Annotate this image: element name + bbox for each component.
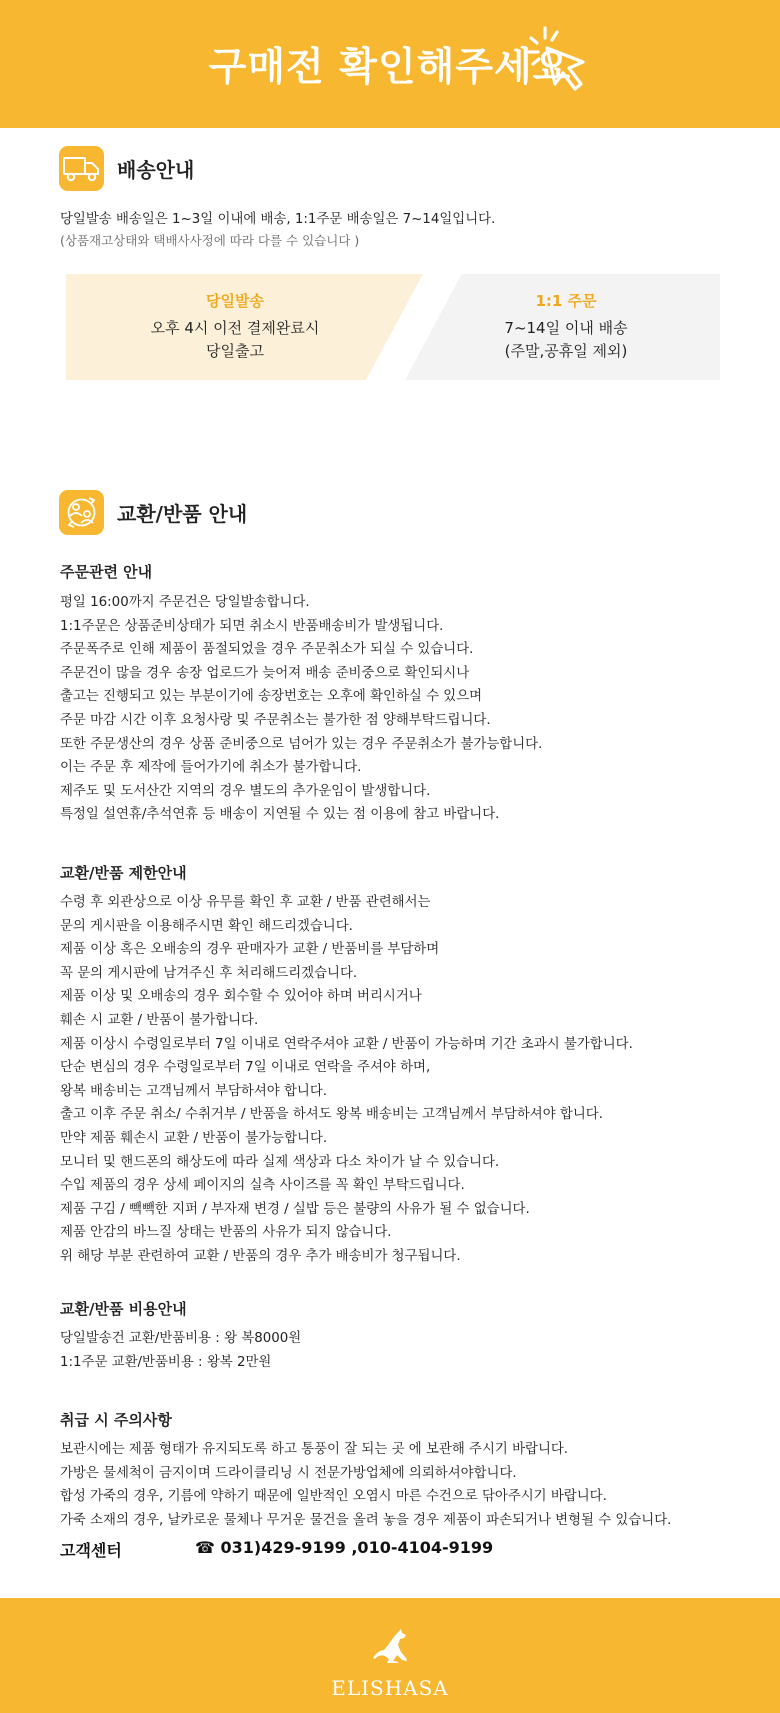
custom-order-info	[466, 290, 666, 363]
list-item: 합성 가죽의 경우, 기름에 약하기 때문에 일반적인 오염시 마른 수건으로 닦아주시기 바랍니다.	[60, 1489, 607, 1505]
cost-heading: 교환/반품 비용안내	[60, 1300, 187, 1318]
same-day-line: 오후 4시 이전 결제완료시	[150, 319, 320, 337]
list-item: 모니터 및 핸드폰의 해상도에 따라 실제 색상과 다소 차이가 날 수 있습니다.	[60, 1154, 500, 1170]
same-day-line: 당일출고	[206, 342, 264, 360]
same-day-heading: 당일발송	[206, 292, 264, 310]
order-info-list	[60, 591, 542, 827]
list-item: 1:1주문 교환/반품비용 : 왕복 2만원	[60, 1354, 272, 1370]
list-item: 주문건이 많을 경우 송장 업로드가 늦어져 배송 준비중으로 확인되시나	[60, 665, 470, 681]
custom-order-line: (주말,공휴일 제외)	[504, 342, 628, 360]
list-item: 보관시에는 제품 형태가 유지되도록 하고 통풍이 잘 되는 곳 에 보관해 주시기 바랍니다.	[60, 1442, 569, 1457]
list-item: 가죽 소재의 경우, 날카로운 물체나 무거운 물건을 올려 놓을 경우 제품이 파손되거나 변형될 수 있습니다.	[60, 1512, 672, 1528]
customer-center-label: 고객센터	[60, 1541, 122, 1560]
limits-list	[60, 891, 633, 1269]
list-item: 수령 후 외관상으로 이상 유무를 확인 후 교환 / 반품 관련해서는	[60, 895, 431, 910]
truck-icon	[59, 146, 104, 191]
cost-list	[60, 1327, 301, 1374]
list-item: 위 해당 부분 관련하여 교환 / 반품의 경우 추가 배송비가 청구됩니다.	[60, 1248, 461, 1264]
list-item: 출고는 진행되고 있는 부분이기에 송장번호는 오후에 확인하실 수 있으며	[60, 689, 483, 705]
list-item: 당일발송건 교환/반품비용 : 왕 복8000원	[60, 1331, 302, 1346]
list-item: 주문폭주로 인해 제품이 품절되었을 경우 주문취소가 되실 수 있습니다.	[60, 642, 474, 658]
list-item: 문의 게시판을 이용해주시면 확인 해드리겠습니다.	[60, 918, 353, 934]
customer-center-phone[interactable]: ☎ 031)429-9199 ,010-4104-9199	[195, 1538, 494, 1557]
list-item: 평일 16:00까지 주문건은 당일발송합니다.	[60, 595, 310, 610]
list-item: 제품 이상 혹은 오배송의 경우 판매자가 교환 / 반품비를 부담하며	[60, 942, 440, 958]
exchange-people-icon	[59, 490, 104, 535]
list-item: 또한 주문생산의 경우 상품 준비중으로 넘어가 있는 경우 주문취소가 불가능합니다.	[60, 736, 543, 752]
custom-order-heading: 1:1 주문	[535, 292, 597, 310]
list-item: 수입 제품의 경우 상세 페이지의 실측 사이즈를 꼭 확인 부탁드립니다.	[60, 1178, 465, 1194]
limits-heading: 교환/반품 제한안내	[60, 864, 187, 882]
list-item: 훼손 시 교환 / 반품이 불가합니다.	[60, 1012, 259, 1028]
list-item: 제품 안감의 바느질 상태는 반품의 사유가 되지 않습니다.	[60, 1225, 392, 1241]
list-item: 출고 이후 주문 취소/ 수취거부 / 반품을 하셔도 왕복 배송비는 고객님께서 부담하셔야 합니다.	[60, 1107, 603, 1123]
list-item: 1:1주문은 상품준비상태가 되면 취소시 반품배송비가 발생됩니다.	[60, 618, 444, 634]
list-item: 단순 변심의 경우 수령일로부터 7일 이내로 연락을 주셔야 하며,	[60, 1060, 431, 1076]
list-item: 제주도 및 도서산간 지역의 경우 별도의 추가운임이 발생합니다.	[60, 783, 431, 799]
list-item: 꼭 문의 게시판에 남겨주신 후 처리해드리겠습니다.	[60, 965, 358, 981]
brand-logo-text: ELISHASA	[331, 1676, 449, 1700]
kangaroo-logo-icon	[371, 1628, 409, 1664]
list-item: 특정일 설연휴/추석연휴 등 배송이 지연될 수 있는 점 이용에 참고 바랍니다.	[60, 807, 500, 823]
custom-order-line: 7~14일 이내 배송	[504, 319, 628, 337]
list-item: 만약 제품 훼손시 교환 / 반품이 불가능합니다.	[60, 1130, 328, 1146]
list-item: 제품 이상시 수령일로부터 7일 이내로 연락주셔야 교환 / 반품이 가능하며 기간 초과시 불가합니다.	[60, 1036, 633, 1052]
page-title: 구매전 확인해주세요	[208, 45, 572, 90]
shipping-description: 당일발송 배송일은 1~3일 이내에 배송, 1:1주문 배송일은 7~14일입니다.	[60, 212, 496, 227]
list-item: 왕복 배송비는 고객님께서 부담하셔야 합니다.	[60, 1083, 328, 1099]
care-heading: 취급 시 주의사항	[60, 1411, 172, 1429]
shipping-title: 배송안내	[117, 158, 195, 182]
exchange-title: 교환/반품 안내	[117, 502, 248, 526]
same-day-info	[110, 290, 360, 363]
shipping-note: (상품재고상태와 택배사사정에 따라 다를 수 있습니다 )	[60, 233, 360, 248]
list-item: 제품 이상 및 오배송의 경우 회수할 수 있어야 하며 버리시거나	[60, 989, 422, 1005]
list-item: 제품 구김 / 빽빽한 지퍼 / 부자재 변경 / 실밥 등은 불량의 사유가 될 수 없습니다.	[60, 1201, 530, 1217]
list-item: 가방은 물세척이 금지이며 드라이클리닝 시 전문가방업체에 의뢰하셔야합니다.	[60, 1465, 517, 1481]
care-list	[60, 1438, 671, 1532]
list-item: 주문 마감 시간 이후 요청사랑 및 주문취소는 불가한 점 양해부탁드립니다.	[60, 712, 491, 728]
cursor-click-icon	[527, 26, 591, 94]
list-item: 이는 주문 후 제작에 들어가기에 취소가 불가합니다.	[60, 760, 362, 776]
order-info-heading: 주문관련 안내	[60, 563, 153, 581]
